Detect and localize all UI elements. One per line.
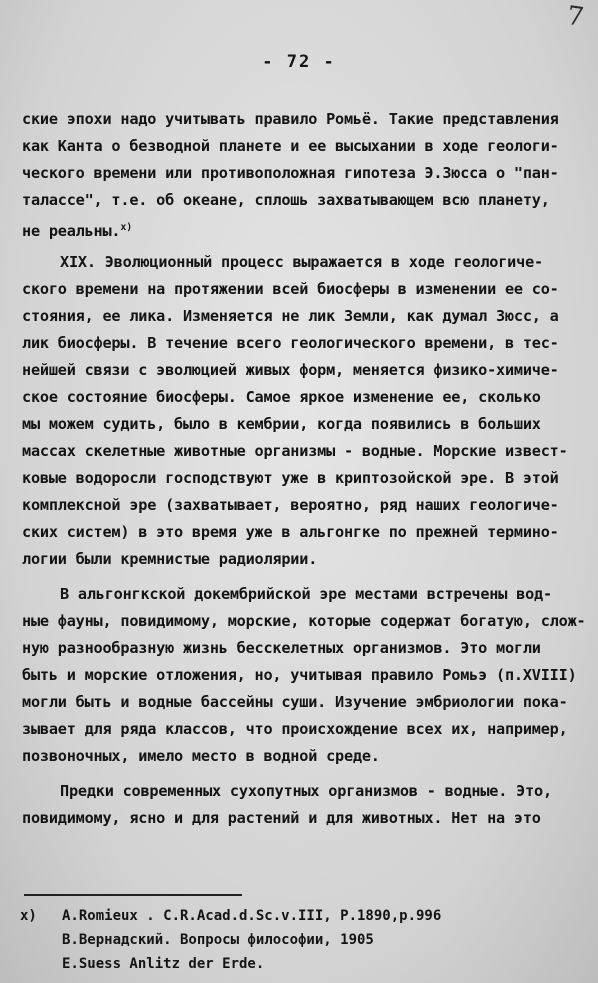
text-line: В альгонгкской докембрийской эре местами встречены вод- [60, 585, 552, 603]
text-line: ную разнообразную жизнь бесскелетных организмов. Это могли [22, 639, 541, 657]
text-line: позвоночных, имело место в водной среде. [22, 747, 380, 765]
text-line: ческого времени или противоположная гипотеза Э.Зюсса о "пан- [22, 164, 559, 182]
text-line: массах скелетные животные организмы - водные. Морские извест- [22, 442, 568, 460]
footnote-ref: x) [120, 222, 133, 233]
text-line: повидимому, ясно и для растений и для животных. Нет на это [22, 809, 541, 827]
text-line: мы можем судить, было в кембрии, когда появились в больших [22, 415, 541, 433]
page-number: - 72 - [262, 52, 336, 72]
footnote-divider [24, 894, 242, 896]
footnote-mark: x) [20, 908, 37, 924]
text-line: ского времени на протяжении всей биосферы в изменении ее со- [22, 280, 559, 298]
text-line: быть и морские отложения, но, учитывая правило Ромьэ (п.XVIII) [22, 666, 577, 684]
text-line: логии были кремнистые радиолярии. [22, 550, 318, 568]
text-line: зывает для ряда классов, что происхождение всех их, например, [22, 720, 568, 738]
text-line: Предки современных сухопутных организмов - водные. Это, [60, 782, 552, 800]
footnotes [20, 904, 580, 976]
text-line: ских систем) в это время уже в альгонгке по прежней термино- [22, 523, 559, 541]
handwritten-page-mark: 7 [565, 0, 587, 34]
text-line: лик биосферы. В течение всего геологического времени, в тес- [22, 334, 559, 352]
text-line: как Канта о безводной планете и ее высыхании в ходе геологи- [22, 137, 559, 155]
footnote-line: x) A.Romieux . C.R.Acad.d.Sc.v.III, P.1890,p.996 [20, 904, 580, 928]
text-line: могли быть и водные бассейны суши. Изучение эмбриологии пока- [22, 693, 568, 711]
footnote-line: E.Suess Anlitz der Erde. [62, 956, 265, 972]
text-line: талассе", т.е. об океане, сплошь захватывающем всю планету, [22, 191, 550, 209]
text-line: комплексной эре (захватывает, вероятно, ряд наших геологиче- [22, 496, 559, 514]
text-line: ское состояние биосферы. Самое яркое изменение ее, сколько [22, 388, 541, 406]
text-line: нейшей связи с эволюцией живых форм, меняется физико-химиче- [22, 361, 559, 379]
text-line: стояния, ее лика. Изменяется не лик Земли, как думал Зюсс, а [22, 307, 559, 325]
text-line: не реальны.$^{x)}$ [22, 222, 133, 241]
text-line: ковые водоросли господствуют уже в криптозойской эре. В этой [22, 469, 559, 487]
text-line: ские эпохи надо учитывать правило Ромьё. Такие представления [22, 110, 559, 128]
text-line: XIX. Эволюционный процесс выражается в ходе геологиче- [60, 253, 543, 271]
text-line: ные фауны, повидимому, морские, которые содержат богатую, слож- [22, 612, 586, 630]
body-text [22, 106, 588, 832]
footnote-line: В.Вернадский. Вопросы философии, 1905 [62, 932, 374, 948]
